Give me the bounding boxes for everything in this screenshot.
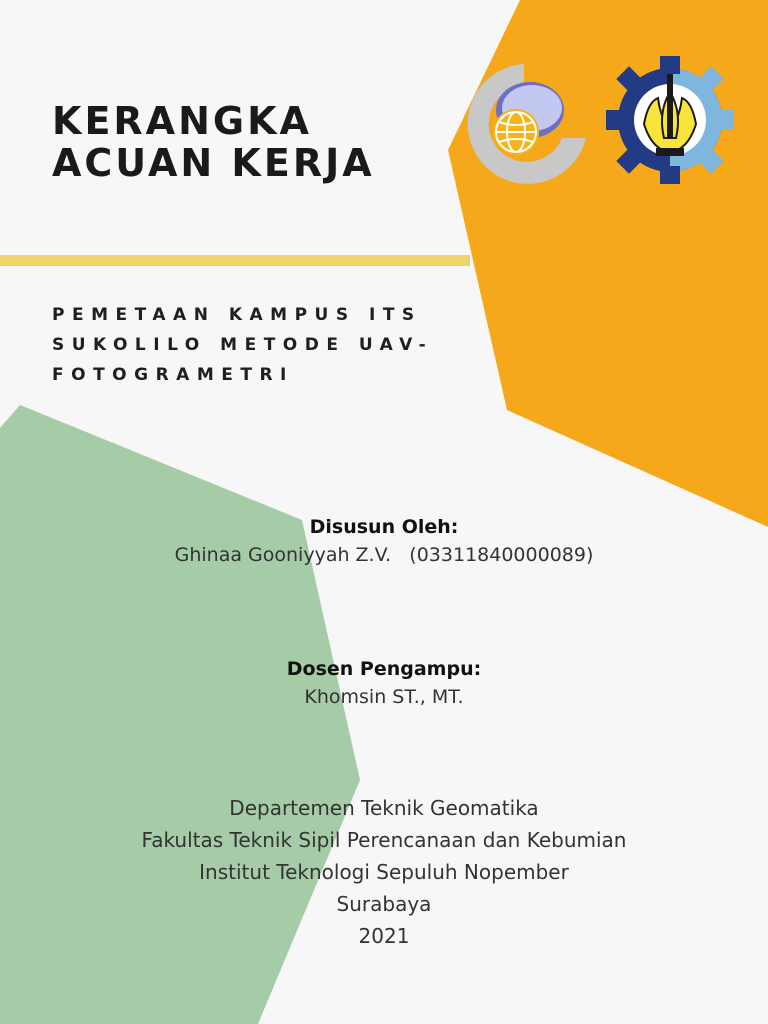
lecturer-heading: Dosen Pengampu: (286, 658, 482, 680)
lecturer-section (0, 658, 768, 708)
faculty-name: Fakultas Teknik Sipil Perencanaan dan Kebumian (141, 828, 627, 852)
author-heading: Disusun Oleh: (309, 516, 459, 538)
document-subtitle (52, 300, 492, 390)
city-name: Surabaya (336, 892, 432, 916)
title-line-2: ACUAN KERJA (52, 141, 375, 185)
divider-rule (0, 255, 470, 266)
subtitle-line-2: SUKOLILO METODE UAV- (52, 335, 434, 355)
subtitle-line-1: PEMETAAN KAMPUS ITS (52, 305, 422, 325)
institute-name: Institut Teknologi Sepuluh Nopember (199, 860, 569, 884)
year: 2021 (358, 924, 410, 948)
title-line-1: KERANGKA (52, 99, 312, 143)
geomatics-department-logo (458, 58, 590, 184)
its-emblem-logo (598, 52, 742, 188)
department-name: Departemen Teknik Geomatika (229, 796, 539, 820)
subtitle-line-3: FOTOGRAMETRI (52, 365, 294, 385)
author-section (0, 516, 768, 566)
document-title (52, 100, 375, 184)
lecturer-name: Khomsin ST., MT. (304, 686, 464, 708)
institution-footer (0, 792, 768, 952)
author-name: Ghinaa Gooniyyah Z.V. (03311840000089) (174, 544, 594, 566)
